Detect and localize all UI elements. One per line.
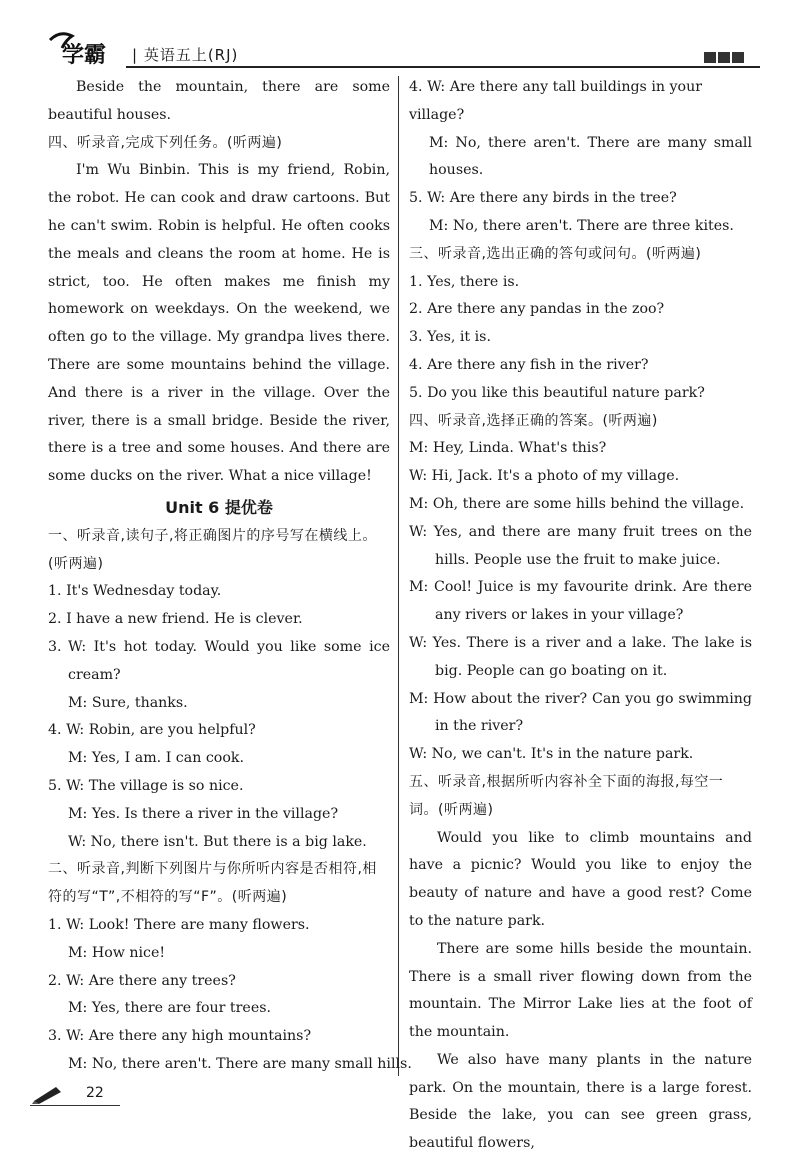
q1-item: 3. W: It's hot today. Would you like some ice cream? (48, 638, 390, 683)
section-4-title: 四、听录音,完成下列任务。(听两遍) (48, 134, 283, 151)
page-header (40, 22, 760, 68)
header-rule (126, 66, 760, 68)
q2-item: 4. W: Are there any tall buildings in your village? (409, 79, 703, 123)
q1-item: 2. I have a new friend. He is clever. (48, 611, 303, 628)
q1-item: 1. It's Wednesday today. (48, 583, 222, 600)
q3-item: 1. Yes, there is. (409, 273, 520, 290)
q3-item: 3. Yes, it is. (409, 329, 491, 346)
poster-paragraph: We also have many plants in the nature park. On the mountain, there is a large forest. Beside the lake, you can see green grass, beautiful flowers, (409, 1051, 752, 1152)
q3-item: 4. Are there any fish in the river? (409, 356, 649, 373)
dialogue-line: W: No, we can't. It's in the nature park. (409, 746, 694, 763)
dialogue-line: W: Yes. There is a river and a lake. The lake is big. People can go boating on it. (409, 634, 752, 679)
q1-reply: W: No, there isn't. But there is a big lake. (68, 833, 367, 850)
brand-logo (46, 30, 126, 68)
column-divider (398, 76, 399, 1076)
q2-item: 2. W: Are there any trees? (48, 972, 236, 989)
q2-item: 3. W: Are there any high mountains? (48, 1028, 312, 1045)
dialogue-line: M: Cool! Juice is my favourite drink. Are there any rivers or lakes in your village? (409, 579, 752, 624)
pencil-icon (30, 1083, 66, 1105)
q2-title: 二、听录音,判断下列图片与你所听内容是否相符,相符的写“T”,不相符的写“F”。(听两遍) (48, 861, 377, 906)
q2-reply: M: Yes, there are four trees. (68, 1000, 272, 1017)
poster-paragraph: There are some hills beside the mountain. There is a small river flowing down from the mountain. The Mirror Lake lies at the foot of the mountain. (409, 940, 752, 1041)
page-number: 22 (86, 1085, 104, 1101)
q2-reply: M: How nice! (68, 944, 166, 961)
dialogue-line: W: Yes, and there are many fruit trees on the hills. People use the fruit to make juice. (409, 523, 752, 568)
q1-item: 5. W: The village is so nice. (48, 777, 244, 794)
header-decoration (702, 48, 744, 67)
poster-paragraph: Would you like to climb mountains and have a picnic? Would you like to enjoy the beauty of nature and have a good rest? Come to the nature park. (409, 829, 752, 929)
q3-item: 2. Are there any pandas in the zoo? (409, 301, 665, 318)
q1-reply: M: Sure, thanks. (68, 694, 188, 711)
q4-title: 四、听录音,选择正确的答案。(听两遍) (409, 412, 658, 429)
brand-text: 学霸 (62, 43, 107, 68)
passage: I'm Wu Binbin. This is my friend, Robin, the robot. He can cook and draw cartoons. But he can't swim. Robin is helpful. He often cooks the meals and cleans the room at home. He is strict, too. He often makes me finish my homework on weekdays. On the weekend, we often go to the village. My grandpa lives there. There are some mountains behind the village. And there is a river in the village. Over the river, there is a small bridge. Beside the river, there is a tree and some houses. And there are some ducks on the river. What a nice village! (48, 162, 390, 485)
dialogue-line: M: How about the river? Can you go swimming in the river? (409, 690, 752, 735)
right-column (409, 74, 752, 1158)
q2-reply: M: No, there aren't. There are three kites. (429, 217, 734, 234)
dialogue-line: M: Oh, there are some hills behind the village. (409, 495, 745, 512)
q1-title: 一、听录音,读句子,将正确图片的序号写在横线上。(听两遍) (48, 527, 377, 572)
footer-rule (30, 1105, 120, 1106)
dialogue-line: W: Hi, Jack. It's a photo of my village. (409, 468, 680, 485)
q2-item: 1. W: Look! There are many flowers. (48, 916, 310, 933)
dialogue-line: M: Hey, Linda. What's this? (409, 440, 607, 457)
page-footer (30, 1083, 230, 1107)
book-subtitle: | 英语五上(RJ) (132, 46, 239, 64)
q1-reply: M: Yes. Is there a river in the village? (68, 805, 339, 822)
text-line: Beside the mountain, there are some beautiful houses. (48, 79, 390, 123)
q1-reply: M: Yes, I am. I can cook. (68, 750, 244, 767)
q2-reply: M: No, there aren't. There are many small hills. (68, 1055, 412, 1072)
q5-title: 五、听录音,根据所听内容补全下面的海报,每空一词。(听两遍) (409, 773, 724, 818)
q3-title: 三、听录音,选出正确的答句或问句。(听两遍) (409, 245, 702, 262)
q2-item: 5. W: Are there any birds in the tree? (409, 190, 677, 207)
q1-item: 4. W: Robin, are you helpful? (48, 722, 256, 739)
unit-title: Unit 6 提优卷 (165, 497, 273, 517)
left-column (48, 74, 412, 1079)
q3-item: 5. Do you like this beautiful nature park? (409, 384, 705, 401)
q2-reply: M: No, there aren't. There are many small houses. (429, 134, 752, 179)
